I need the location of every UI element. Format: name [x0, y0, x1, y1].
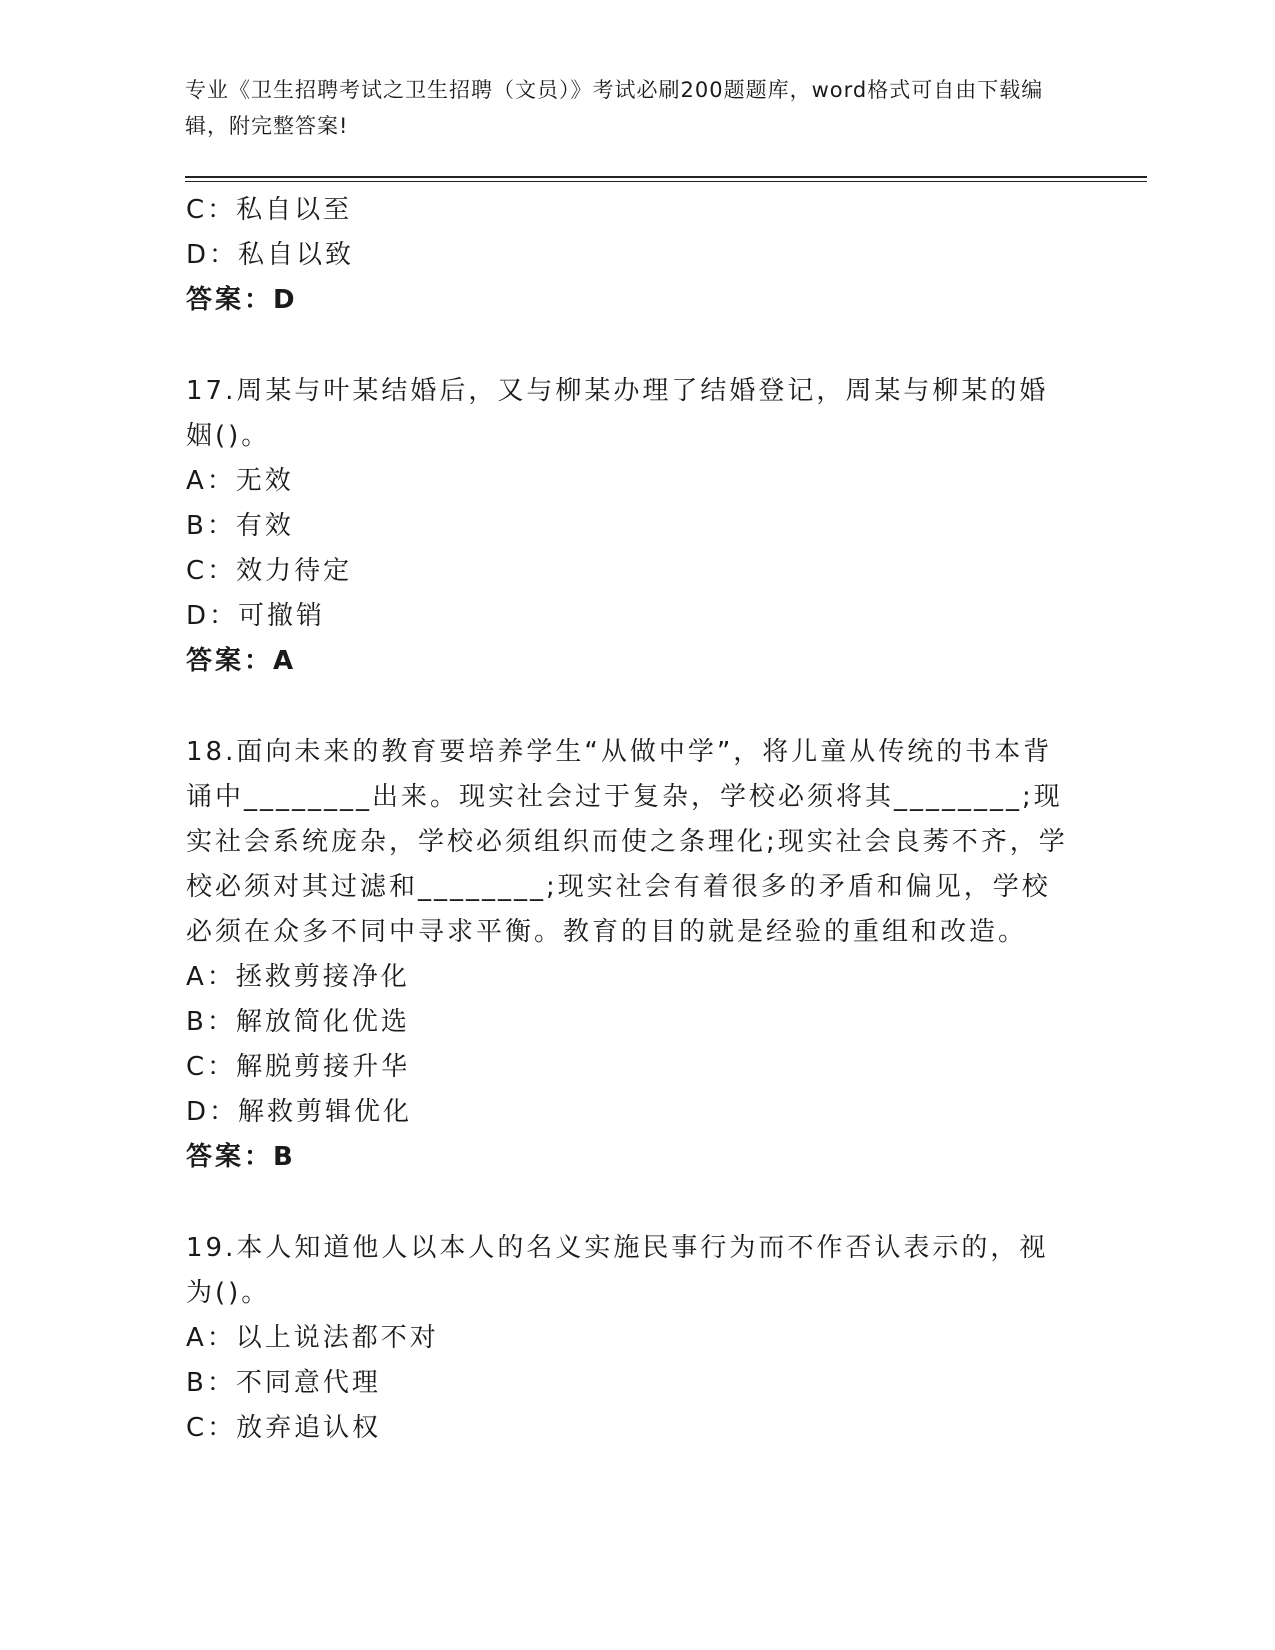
option-a: A：拯救剪接净化	[186, 962, 410, 992]
option-c: C：放弃追认权	[186, 1413, 382, 1443]
question-17	[186, 369, 1076, 684]
question-16-tail	[186, 188, 1076, 323]
answer-label: 答案：A	[186, 646, 297, 676]
option-c: C：效力待定	[186, 556, 353, 586]
question-18	[186, 730, 1076, 1180]
question-text: 18.面向未来的教育要培养学生“从做中学”，将儿童从传统的书本背诵中________出来。现实社会过于复杂，学校必须将其________;现实社会系统庞杂，学校必须组织而使之条理化;现实社会良莠不齐，学校必须对其过滤和________;现实社会有着很多的矛盾和偏见，学校必须在众多不同中寻求平衡。教育的目的就是经验的重组和改造。	[186, 737, 1068, 947]
question-text: 17.周某与叶某结婚后，又与柳某办理了结婚登记，周某与柳某的婚姻()。	[186, 376, 1049, 451]
answer-label: 答案：B	[186, 1142, 296, 1172]
header-rule-thin	[185, 181, 1147, 182]
spacer	[186, 1180, 1076, 1226]
question-text: 19.本人知道他人以本人的名义实施民事行为而不作否认表示的，视为()。	[186, 1233, 1049, 1308]
spacer	[186, 323, 1076, 369]
spacer	[186, 684, 1076, 730]
header-rule-thick	[185, 176, 1147, 178]
option-b: B：不同意代理	[186, 1368, 381, 1398]
question-19	[186, 1226, 1076, 1451]
option-a: A：以上说法都不对	[186, 1323, 439, 1353]
question-content	[186, 188, 1076, 1451]
answer-label: 答案：D	[186, 285, 298, 315]
option-d: D：可撤销	[186, 601, 326, 631]
option-b: B：有效	[186, 511, 294, 541]
document-header: 专业《卫生招聘考试之卫生招聘（文员）》考试必刷200题题库，word格式可自由下载编辑，附完整答案!	[185, 78, 1044, 138]
option-d: D：私自以致	[186, 240, 355, 270]
option-a: A：无效	[186, 466, 294, 496]
option-c: C：私自以至	[186, 195, 353, 225]
option-c: C：解脱剪接升华	[186, 1052, 411, 1082]
option-d: D：解救剪辑优化	[186, 1097, 413, 1127]
option-b: B：解放简化优选	[186, 1007, 410, 1037]
